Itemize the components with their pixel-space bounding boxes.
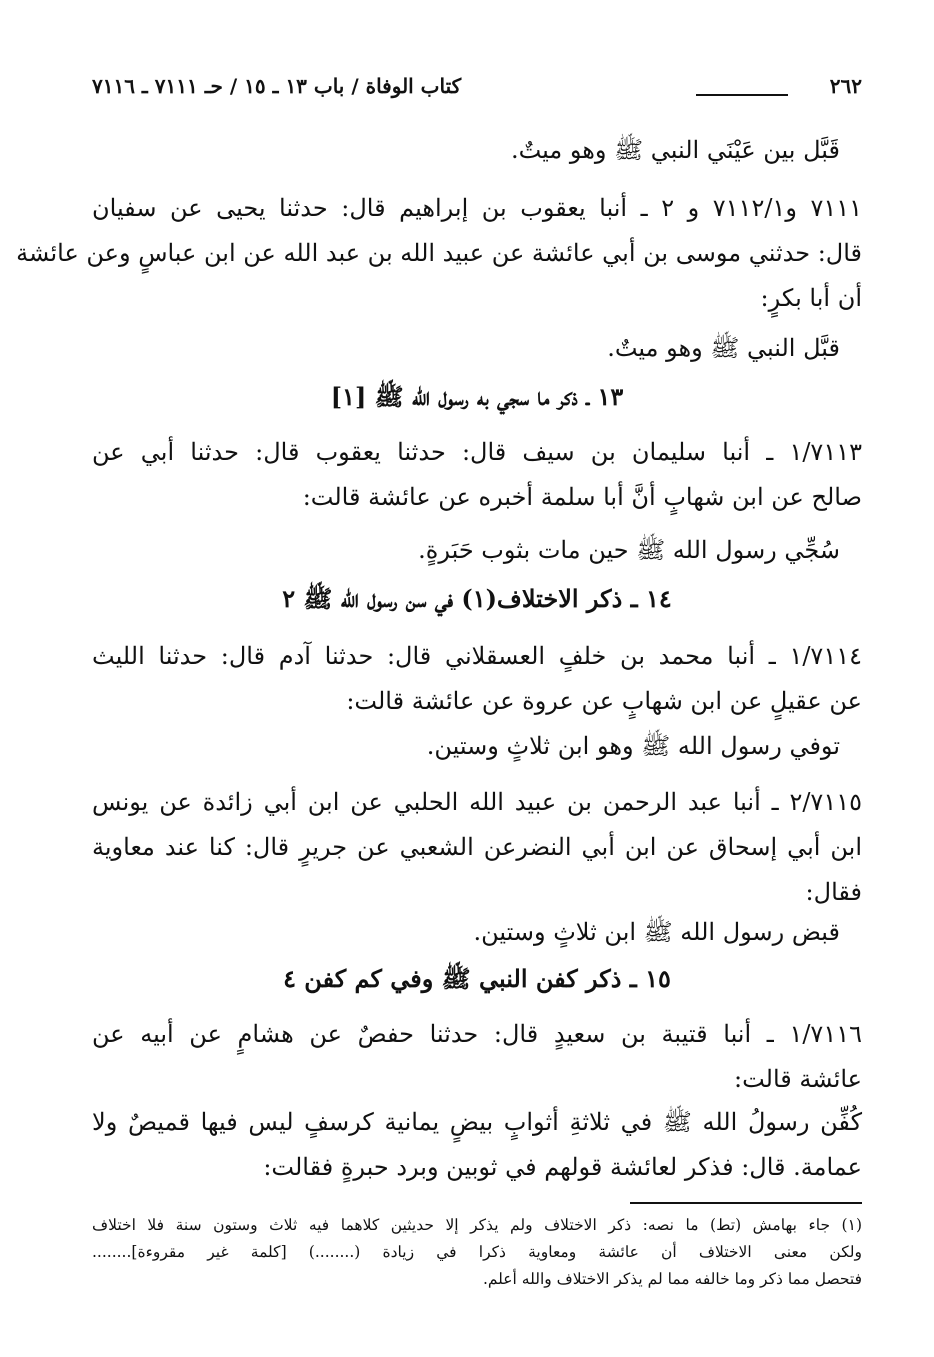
text-line: أن أبا بكرٍ:	[760, 284, 862, 312]
footnotes	[92, 1212, 862, 1293]
hadith-matn	[92, 910, 862, 955]
hadith-7113	[92, 430, 862, 520]
header-rule	[696, 94, 788, 96]
text-line: صالح عن ابن شهابٍ أنَّ أبا سلمة أخبره عن عائشة قالت:	[302, 483, 862, 511]
chapter-heading-13: ١٣ ـ ذكر ما سجي به رسول الله ﷺ [١]	[330, 382, 624, 411]
page-number: ٢٦٢	[829, 74, 862, 98]
text-line: ١/٧١١٤ ـ أنبا محمد بن خلفٍ العسقلاني قال: حدثنا آدم قال: حدثنا الليث	[92, 642, 862, 670]
chapter-heading-14: ١٤ ـ ذكر الاختلاف(١) في سن رسول الله ﷺ ٢	[282, 584, 672, 613]
hadith-matn	[92, 1100, 862, 1190]
text-line: ٧١١١ و٧١١٢/١ و ٢ ـ أنبا يعقوب بن إبراهيم قال: حدثنا يحيى عن سفيان	[92, 194, 863, 222]
running-title: كتاب الوفاة / باب ١٣ ـ ١٥ / حـ ٧١١١ ـ ٧١١٦	[92, 74, 462, 98]
hadith-matn	[92, 528, 862, 573]
book-page	[92, 60, 862, 100]
hadith-matn	[92, 326, 862, 371]
text-line: قال: حدثني موسى بن أبي عائشة عن عبيد الله بن عبد الله عن ابن عباسٍ وعن عائشة	[16, 239, 862, 267]
hadith-7115	[92, 780, 862, 915]
text-line: قَبَّل بين عَيْنَي النبي ﷺ وهو ميتٌ.	[510, 136, 840, 164]
text-line: سُجِّي رسول الله ﷺ حين مات بثوب حَبَرةٍ.	[418, 536, 840, 564]
text-line: ٢/٧١١٥ ـ أنبا عبد الرحمن بن عبيد الله الحلبي عن ابن أبي زائدة عن يونس	[92, 788, 862, 816]
footnote-line: (١) جاء بهامش (تط) ما نصه: ذكر الاختلاف ولم يذكر إلا حديثين كلاهما فيه ثلاث وستون سنة فلا اختلاف	[92, 1216, 862, 1234]
text-line: كُفِّن رسولُ الله ﷺ في ثلاثةِ أثوابٍ بيضٍ يمانية كرسفٍ ليس فيها قميصٌ ولا	[92, 1108, 862, 1136]
text-line: عائشة قالت:	[734, 1065, 862, 1093]
hadith-7114	[92, 634, 862, 724]
text-line: قبَّل النبي ﷺ وهو ميتٌ.	[607, 334, 840, 362]
hadith-matn	[92, 724, 862, 769]
text-line: ١/٧١١٣ ـ أنبا سليمان بن سيف قال: حدثنا يعقوب قال: حدثنا أبي عن	[92, 438, 862, 466]
text-line: فقال:	[805, 878, 862, 906]
footnote-line: فتحصل مما ذكر وما خالفه مما لم يذكر الاختلاف والله أعلم.	[482, 1270, 862, 1288]
hadith-7111-7112	[16, 186, 863, 321]
text-line: ١/٧١١٦ ـ أنبا قتيبة بن سعيدٍ قال: حدثنا حفصٌ عن هشامٍ عن أبيه عن	[92, 1020, 862, 1048]
running-header	[92, 60, 862, 100]
text-line: توفي رسول الله ﷺ وهو ابن ثلاثٍ وستين.	[426, 732, 840, 760]
footnote-separator	[630, 1202, 862, 1204]
text-line: ابن أبي إسحاق عن ابن أبي النضرعن الشعبي عن جريرٍ قال: كنا عند معاوية	[92, 833, 862, 861]
text-line: قبض رسول الله ﷺ ابن ثلاثٍ وستين.	[473, 918, 840, 946]
text-block-p0	[92, 128, 862, 173]
text-line: عن عقيلٍ عن ابن شهابٍ عن عروة عن عائشة قالت:	[346, 687, 862, 715]
text-line: عمامة. قال: فذكر لعائشة قولهم في ثوبين وبرد حبرةٍ فقالت:	[263, 1153, 862, 1181]
footnote-line: ولكن معنى الاختلاف أن عائشة ومعاوية ذكرا في زيادة (........) [كلمة غير مقروءة]........	[92, 1243, 862, 1261]
chapter-heading-15: ١٥ ـ ذكر كفن النبي ﷺ وفي كم كفن ٤	[283, 964, 671, 993]
hadith-7116	[92, 1012, 862, 1102]
